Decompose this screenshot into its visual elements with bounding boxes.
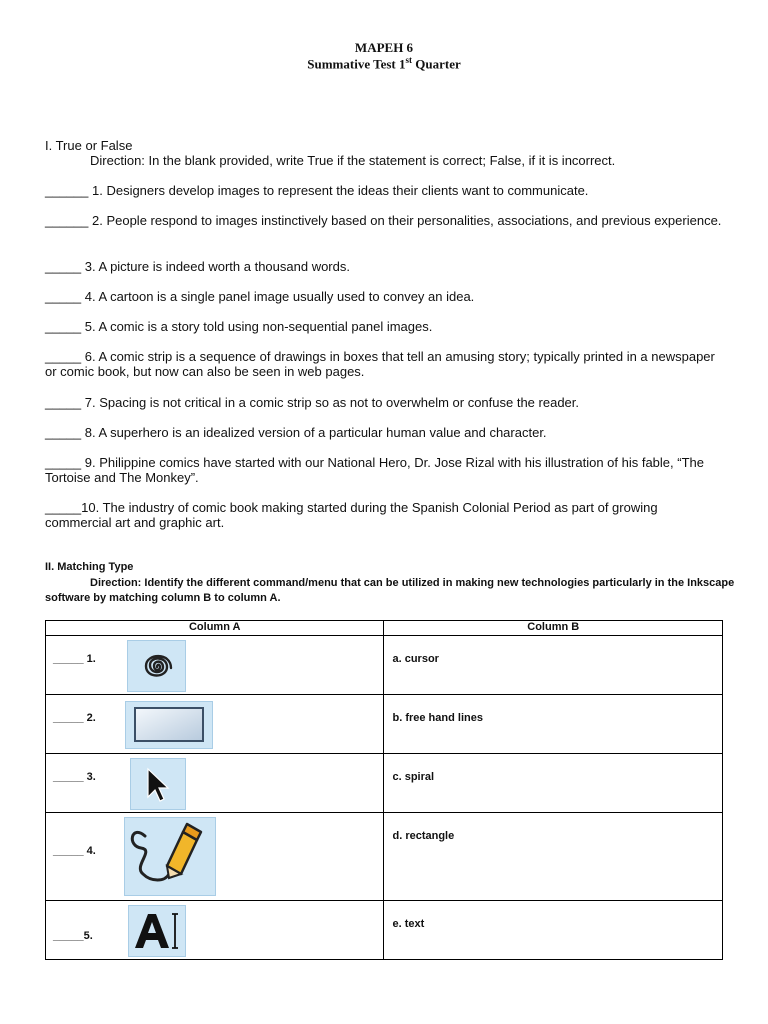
item-number: _____5. (53, 930, 93, 942)
column-a-cell (46, 636, 384, 695)
tf-item-10: _____10. The industry of comic book making started during the Spanish Colonial Period as part of growing commercial art and graphic art. (45, 500, 658, 530)
section1-direction: Direction: In the blank provided, write True if the statement is correct; False, if it is incorrect. (90, 153, 616, 168)
column-a-cell (46, 754, 384, 813)
table-row (46, 813, 723, 901)
page-title: MAPEH 6 (354, 40, 414, 55)
tf-item-3: _____ 3. A picture is indeed worth a thousand words. (45, 259, 350, 274)
column-b-cell (384, 813, 723, 901)
column-a-cell (46, 813, 384, 901)
answer-option: e. text (392, 918, 425, 930)
matching-table (45, 620, 723, 960)
column-a-header: Column A (46, 621, 384, 636)
section1-heading: I. True or False (45, 138, 133, 153)
column-b-cell (384, 754, 723, 813)
tf-item-5: _____ 5. A comic is a story told using non-sequential panel images. (45, 319, 433, 334)
cursor-arrow-icon (130, 758, 186, 810)
tf-item-1: ______ 1. Designers develop images to represent the ideas their clients want to communicate. (45, 183, 589, 198)
column-b-header: Column B (384, 621, 723, 636)
tf-item-4: _____ 4. A cartoon is a single panel image usually used to convey an idea. (45, 289, 475, 304)
table-header-row (46, 621, 723, 636)
table-row (46, 901, 723, 960)
column-b-cell (384, 695, 723, 754)
tf-item-7: _____ 7. Spacing is not critical in a comic strip so as not to overwhelm or confuse the reader. (45, 395, 579, 410)
answer-option: b. free hand lines (392, 712, 483, 724)
answer-option: c. spiral (392, 771, 435, 783)
tf-item-2: ______ 2. People respond to images instinctively based on their personalities, associations, and previous experience. (45, 213, 722, 228)
item-number: _____ 3. (53, 771, 96, 783)
answer-option: d. rectangle (392, 830, 455, 842)
answer-option: a. cursor (392, 653, 439, 665)
tf-item-8: _____ 8. A superhero is an idealized version of a particular human value and character. (45, 425, 547, 440)
item-number: _____ 4. (53, 845, 96, 857)
item-number: _____ 2. (53, 712, 96, 724)
column-b-cell (384, 636, 723, 695)
freehand-pencil-icon (124, 817, 216, 896)
text-tool-icon (128, 905, 186, 957)
table-row (46, 636, 723, 695)
column-a-cell (46, 901, 384, 960)
spiral-icon (127, 640, 186, 692)
column-b-cell (384, 901, 723, 960)
page-subtitle: Summative Test 1st Quarter (307, 55, 461, 72)
table-row (46, 754, 723, 813)
tf-item-9: _____ 9. Philippine comics have started with our National Hero, Dr. Jose Rizal with his illustration of his fable, “The Tortoise and The Monkey”. (45, 455, 704, 485)
tf-item-6: _____ 6. A comic strip is a sequence of drawings in boxes that tell an amusing story; typically printed in a newspaper or comic book, but now can also be seen in web pages. (45, 349, 715, 379)
table-row (46, 695, 723, 754)
column-a-cell (46, 695, 384, 754)
section2-heading: II. Matching Type (45, 561, 134, 573)
section2-direction: Direction: Identify the different command/menu that can be utilized in making new technologies particularly in the Inkscape software by matching column B to column A. (45, 577, 735, 604)
item-number: _____ 1. (53, 653, 96, 665)
rectangle-icon (125, 701, 213, 749)
